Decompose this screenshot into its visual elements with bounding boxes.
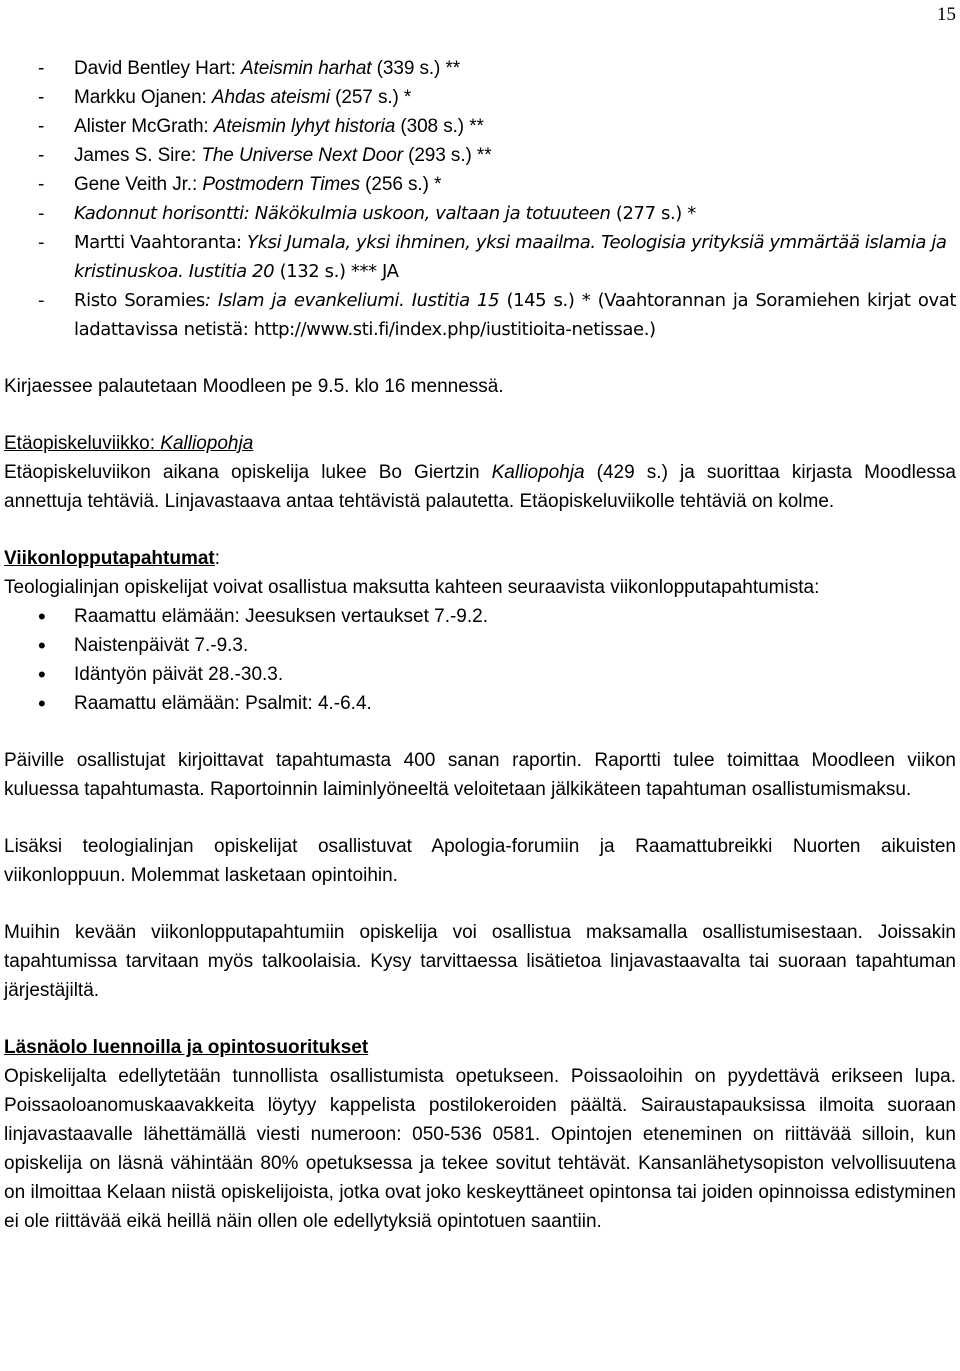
page-number: 15 — [937, 4, 956, 25]
distance-week-heading: Etäopiskeluviikko: Kalliopohja — [4, 433, 254, 454]
weekend-events-intro: Teologialinjan opiskelijat voivat osallistua maksutta kahteen seuraavista viikonlopputapahtumista: — [4, 577, 820, 598]
reading-list-item: - Kadonnut horisontti: Näkökulmia uskoon, valtaan ja totuuteen (277 s.) * — [4, 199, 956, 228]
weekend-events-list — [4, 602, 956, 718]
report-paragraph: Päiville osallistujat kirjoittavat tapahtumasta 400 sanan raportin. Raportti tulee toimittaa Moodleen viikon kuluessa tapahtumasta. Raportoinnin laiminlyöneeltä veloitetaan jälkikäteen tapahtuman osallistumismaksu. — [4, 750, 956, 800]
reading-list-item: - Risto Soramies: Islam ja evankeliumi. Iustitia 15 (145 s.) * (Vaahtorannan ja Soramiehen kirjat ovat ladattavissa netistä: http://www.sti.fi/index.php/iustitioita-netissae.) — [4, 286, 956, 344]
reading-list-item: - David Bentley Hart: Ateismin harhat (339 s.) ** — [4, 54, 956, 83]
document-body — [4, 54, 956, 1236]
other-events-paragraph: Muihin kevään viikonlopputapahtumiin opiskelija voi osallistua maksamalla osallistumisestaan. Joissakin tapahtumissa tarvitaan myös talkoolaisia. Kysy tarvittaessa lisätietoa linjavastaavalta tai suoraan tapahtuman järjestäjiltä. — [4, 922, 956, 1001]
reading-list-item: - Alister McGrath: Ateismin lyhyt historia (308 s.) ** — [4, 112, 956, 141]
reading-list-item: - James S. Sire: The Universe Next Door (293 s.) ** — [4, 141, 956, 170]
distance-week-text: Etäopiskeluviikon aikana opiskelija lukee Bo Giertzin Kalliopohja (429 s.) ja suorittaa kirjasta Moodlessa annettuja tehtäviä. Linjavastaava antaa tehtävistä palautetta. Etäopiskeluviikolle tehtäviä on kolme. — [4, 462, 956, 512]
weekend-event-item: • Raamattu elämään: Jeesuksen vertaukset 7.-9.2. — [4, 602, 956, 631]
reading-list-item: - Markku Ojanen: Ahdas ateismi (257 s.) * — [4, 83, 956, 112]
reading-list — [4, 54, 956, 344]
reading-list-item: - Gene Veith Jr.: Postmodern Times (256 s.) * — [4, 170, 956, 199]
essay-deadline: Kirjaessee palautetaan Moodleen pe 9.5. klo 16 mennessä. — [4, 376, 504, 397]
weekend-event-item: • Naistenpäivät 7.-9.3. — [4, 631, 956, 660]
weekend-events-heading: Viikonlopputapahtumat: — [4, 548, 221, 569]
weekend-event-item: • Raamattu elämään: Psalmit: 4.-6.4. — [4, 689, 956, 718]
apologia-paragraph: Lisäksi teologialinjan opiskelijat osallistuvat Apologia-forumiin ja Raamattubreikki Nuorten aikuisten viikonloppuun. Molemmat lasketaan opintoihin. — [4, 836, 956, 886]
weekend-event-item: • Idäntyön päivät 28.-30.3. — [4, 660, 956, 689]
reading-list-item: - Martti Vaahtoranta: Yksi Jumala, yksi ihminen, yksi maailma. Teologisia yrityksiä ymmärtää islamia ja kristinuskoa. Iustitia 20 (132 s.) *** JA — [4, 228, 956, 286]
attendance-text: Opiskelijalta edellytetään tunnollista osallistumista opetukseen. Poissaoloihin on pyydettävä erikseen lupa. Poissaoloanomuskaavakkeita löytyy kappelista postilokeroiden päältä. Sairaustapauksissa ilmoita suoraan linjavastaavalle lähettämällä viesti numeroon: 050-536 0581. Opintojen eteneminen on riittävää silloin, kun opiskelija on läsnä vähintään 80% opetuksessa ja tekee sovitut tehtävät. Kansanlähetysopiston velvollisuutena on ilmoittaa Kelaan niistä opiskelijoista, jotka ovat joko keskeyttäneet opintonsa tai joiden opinnoissa edistyminen ei ole riittävää eikä heillä näin ollen ole edellytyksiä opintotuen saantiin. — [4, 1066, 956, 1232]
attendance-heading: Läsnäolo luennoilla ja opintosuoritukset — [4, 1037, 369, 1058]
